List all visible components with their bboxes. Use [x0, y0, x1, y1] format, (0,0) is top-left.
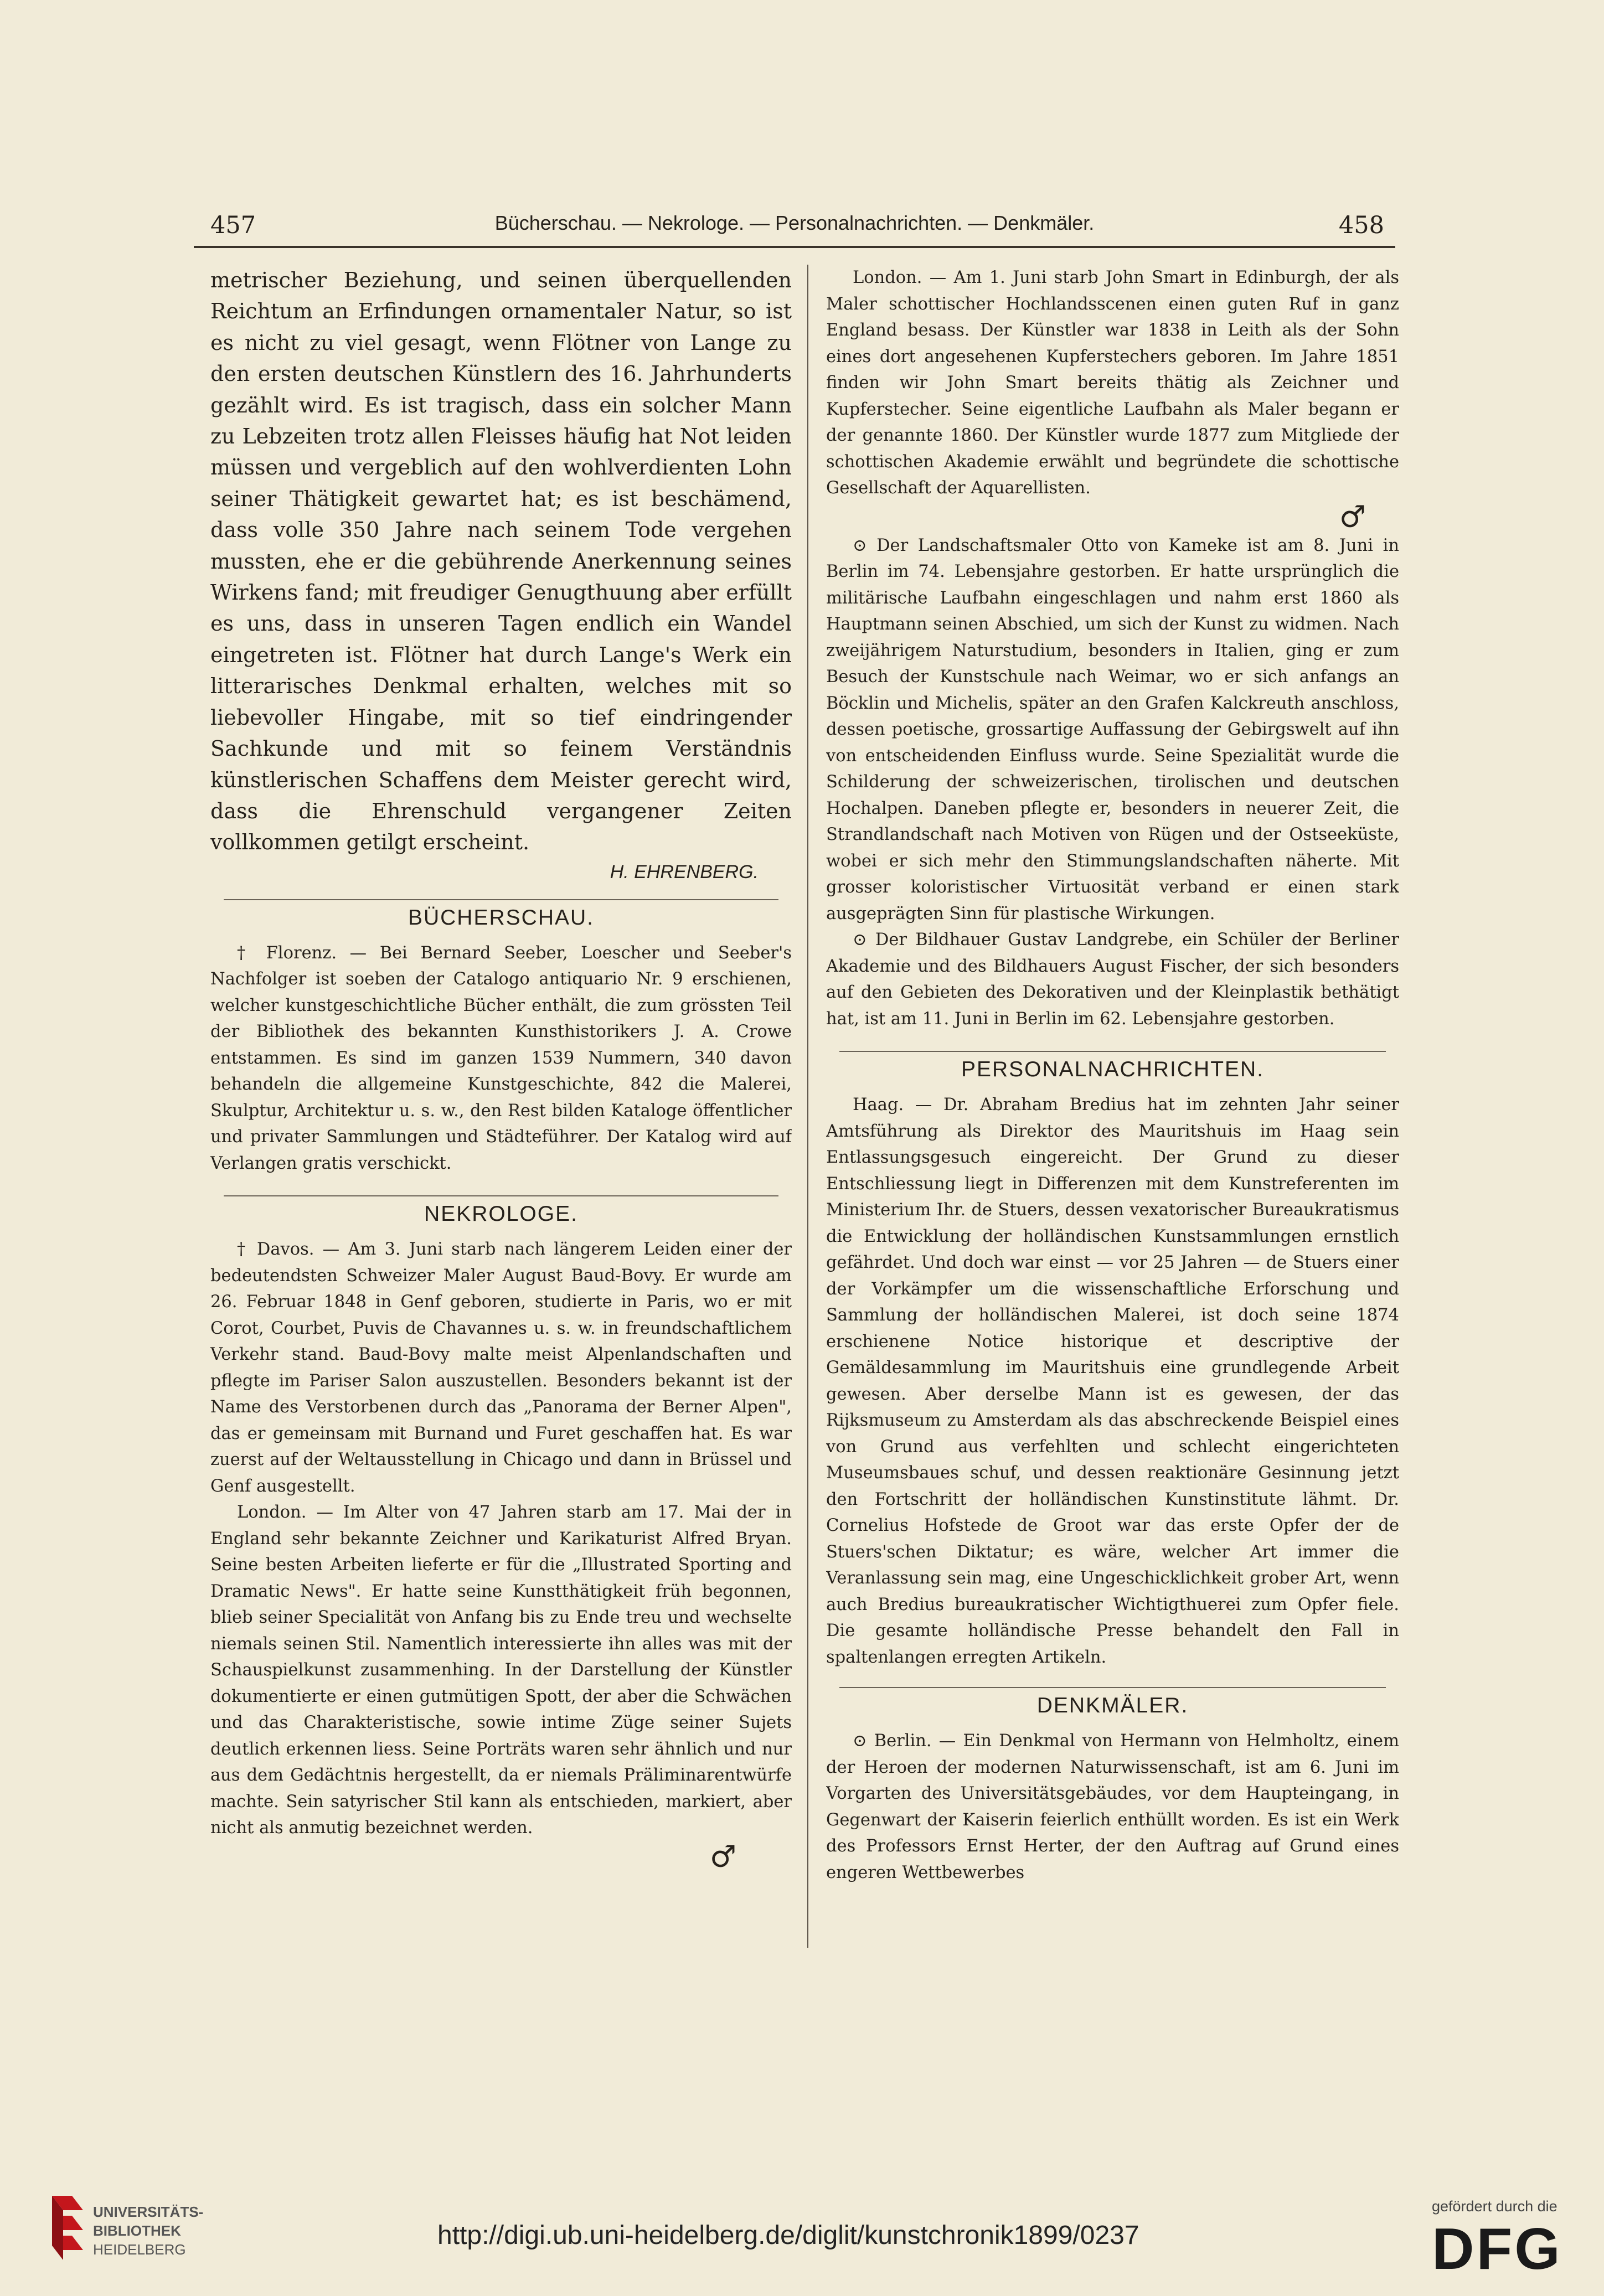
dfg-logo: DFG: [1432, 2216, 1562, 2282]
nekrolog-kameke: ⊙ Der Landschaftsmaler Otto von Kameke ist am 8. Juni in Berlin im 74. Lebensjahre gestorben. Er hatte ursprünglich die militärische Laufbahn eingeschlagen und nahm erst 1860 als Hauptmann seinen Abschied, um sich der Kunst zu widmen. Nach zweijährigem Naturstudium, besonders in Italien, ging er zum Besuch der Kunstschule nach Weimar, wo er sich anfangs an Böcklin und Michelis, später an den Grafen Kalckreuth anschloss, dessen poetische, grossartige Auffassung der Gebirgswelt auf ihn von entscheidenden Einfluss wurde. Seine Spezialität wurde die Schilderung der schweizerischen, tirolischen und deutschen Hochalpen. Daneben pflegte er, besonders in neuerer Zeit, die Strandlandschaft nach Motiven von Rügen und der Ostseeküste, wobei er sich mehr den Stimmungslandschaften näherte. Mit grosser koloristischer Virtuosität verband er einen stark ausgeprägten Sinn für plastische Wirkungen.: [826, 535, 1399, 923]
ehrenberg-review-end: metrischer Beziehung, und seinen überquellenden Reichtum an Erfindungen ornamentaler Natur, so ist es nicht zu viel gesagt, wenn Flötner von Lange zu den ersten deutschen Künstlern des 16. Jahrhunderts gezählt wird. Es ist tragisch, dass ein solcher Mann zu Lebzeiten trotz allen Fleisses häufig hat Not leiden müssen und vergeblich auf den wohlverdienten Lohn seiner Thätigkeit gewartet hat; es ist beschämend, dass volle 350 Jahre nach seinem Tode vergehen mussten, ehe er die gebührende Anerkennung seines Wirkens fand; mit freudiger Genugthuung aber erfüllt es uns, dass in unseren Tagen endlich ein Wandel eingetreten ist. Flötner hat durch Lange's Werk ein litterarisches Denkmal erhalten, welches mit so liebevoller Hingabe, mit so tief eindringender Sachkunde und mit so feinem Verständnis künstlerischen Schaffens dem Meister gerecht wird, dass die Ehrenschuld vergangener Zeiten vollkommen getilgt erscheint.: [210, 268, 792, 855]
buecherschau-florenz: † Florenz. — Bei Bernard Seeber, Loescher und Seeber's Nachfolger ist soeben der Catalogo antiquario Nr. 9 erschienen, welcher kunstgeschichtliche Bücher enthält, die zum grössten Teil der Bibliothek des bekannten Kunsthistorikers J. A. Crowe entstammen. Es sind im ganzen 1539 Nummern, 340 davon behandeln die allgemeine Kunstgeschichte, 842 die Malerei, Skulptur, Architektur u. s. w., den Rest bilden Kataloge öffentlicher und privater Sammlungen und Städteführer. Der Katalog wird auf Verlangen gratis verschickt.: [210, 943, 792, 1173]
page-number-right: 458: [1338, 211, 1384, 239]
funded-by-label: gefördert durch die: [1432, 2198, 1557, 2215]
left-column: [210, 265, 792, 1992]
nekrolog-davos: † Davos. — Am 3. Juni starb nach längerem Leiden einer der bedeutendsten Schweizer Maler August Baud-Bovy. Er wurde am 26. Februar 1848 in Genf geboren, studierte in Paris, wo er mit Corot, Courbet, Puvis de Chavannes u. s. w. in freundschaftlichem Verkehr stand. Baud-Bovy malte meist Alpenlandschaften und pflegte im Pariser Salon auszustellen. Besonders bekannt ist der Name des Verstorbenen durch das „Panorama der Berner Alpen", das er gemeinsam mit Burnand und Furet geschaffen hat. Es war zuerst auf der Weltausstellung in Chicago und dann in Brüssel und Genf ausgestellt.: [210, 1240, 792, 1496]
library-name-line2: BIBLIOTHEK: [93, 2222, 181, 2239]
page-number-left: 457: [210, 211, 256, 239]
section-divider: [224, 899, 778, 900]
right-column: [826, 265, 1399, 2003]
column-divider: [807, 265, 808, 1948]
section-title-buecherschau: BÜCHERSCHAU.: [408, 905, 595, 930]
page-header: [194, 206, 1395, 248]
mars-symbol: ♂: [709, 1839, 736, 1874]
section-title-denkmaeler: DENKMÄLER.: [1036, 1694, 1189, 1717]
nekrolog-london: London. — Im Alter von 47 Jahren starb am 17. Mai der in England sehr bekannte Zeichner und Karikaturist Alfred Bryan. Seine besten Arbeiten lieferte er für die „Illustrated Sporting and Dramatic News". Er hatte seine Kunstthätigkeit früh begonnen, blieb seiner Specialität von Anfang bis zu Ende treu und wechselte niemals seinen Stil. Namentlich interessierte ihn alles was mit der Schauspielkunst zusammenhing. In der Darstellung der Künstler dokumentierte er einen gutmütigen Spott, der aber die Schwächen und das Charakteristische, sowie intime Züge seiner Sujets deutlich erkennen liess. Seine Porträts waren sehr ähnlich und nur aus dem Gedächtnis hergestellt, da er niemals Präliminarentwürfe machte. Sein satyrischer Stil kann als entschieden, markiert, aber nicht als anmutig bezeichnet werden.: [210, 1503, 792, 1838]
nekrolog-london-smart: London. — Am 1. Juni starb John Smart in Edinburgh, der als Maler schottischer Hochlandsscenen einen guten Ruf in ganz England besass. Der Künstler war 1838 in Leith als der Sohn eines dort angesehenen Kupferstechers geboren. Im Jahre 1851 finden wir John Smart bereits thätig als Zeichner und Kupferstecher. Seine eigentliche Laufbahn als Maler begann er der genannte 1860. Der Künstler wurde 1877 zum Mitgliede der schottischen Akademie erwählt und begründete die schottische Gesellschaft der Aquarellisten.: [826, 268, 1399, 498]
section-title-nekrologe: NEKROLOGE.: [424, 1202, 578, 1226]
review-signature: H. EHRENBERG.: [610, 861, 759, 883]
library-name-line1: UNIVERSITÄTS-: [93, 2204, 204, 2220]
section-divider: [839, 1687, 1386, 1688]
section-divider: [839, 1051, 1386, 1052]
ub-heidelberg-logo-icon: [50, 2194, 85, 2262]
library-name-line3: HEIDELBERG: [93, 2241, 186, 2258]
mars-symbol: ♂: [1339, 499, 1366, 534]
source-url-link[interactable]: http://digi.ub.uni-heidelberg.de/diglit/kunstchronik1899/0237: [437, 2221, 1139, 2250]
nekrolog-landgrebe: ⊙ Der Bildhauer Gustav Landgrebe, ein Schüler der Berliner Akademie und des Bildhauers August Fischer, der sich besonders auf den Gebieten des Dekorativen und der Kleinplastik bethätigt hat, ist am 11. Juni in Berlin im 62. Lebensjahre gestorben.: [826, 930, 1399, 1029]
section-title-personalnachrichten: PERSONALNACHRICHTEN.: [961, 1057, 1265, 1081]
section-divider: [224, 1195, 778, 1196]
running-head: Bücherschau. — Nekrologe. — Personalnachrichten. — Denkmäler.: [494, 211, 1095, 234]
personal-haag: Haag. — Dr. Abraham Bredius hat im zehnten Jahr seiner Amtsführung als Direktor des Mauritshuis im Haag sein Entlassungsgesuch eingereicht. Der Grund zu dieser Entschliessung liegt in Differenzen mit dem Kunstreferenten im Ministerium Ihr. de Stuers, dessen vexatorischer Bureaukratismus die Entwicklung der holländischen Kunstsammlungen ernstlich gefährdet. Und doch war einst — vor 25 Jahren — de Stuers einer der Vorkämpfer um die wissenschaftliche Erforschung und Sammlung der holländischen Malerei, ist doch seine 1874 erschienene Notice historique et descriptive der Gemäldesammlung im Mauritshuis eine grundlegende Arbeit gewesen. Aber derselbe Mann ist es gewesen, der das Rijksmuseum zu Amsterdam als das abschreckende Beispiel eines von Grund aus verfehlten und schlecht eingerichteten Museumsbaues schuf, und dessen reaktionäre Gesinnung jetzt den Fortschritt der holländischen Kunstinstitute lähmt. Dr. Cornelius Hofstede de Groot war das erste Opfer der de Stuers'schen Diktatur; es wäre, welcher Art immer die Veranlassung sein mag, eine Ungeschicklichkeit grober Art, wenn auch Bredius bureaukratischer Wichtigthuerei zum Opfer fiele. Die gesamte holländische Presse behandelt den Fall in spaltenlangen erregten Artikeln.: [826, 1095, 1399, 1667]
footer-bar: [0, 2181, 1604, 2296]
denkmal-berlin: ⊙ Berlin. — Ein Denkmal von Hermann von Helmholtz, einem der Heroen der modernen Naturwissenschaft, ist am 6. Juni im Vorgarten des Universitätsgebäudes, vor dem Haupteingang, in Gegenwart der Kaiserin feierlich enthüllt worden. Es ist ein Werk des Professors Ernst Herter, der den Auftrag auf Grund eines engeren Wettbewerbes: [826, 1731, 1399, 1882]
